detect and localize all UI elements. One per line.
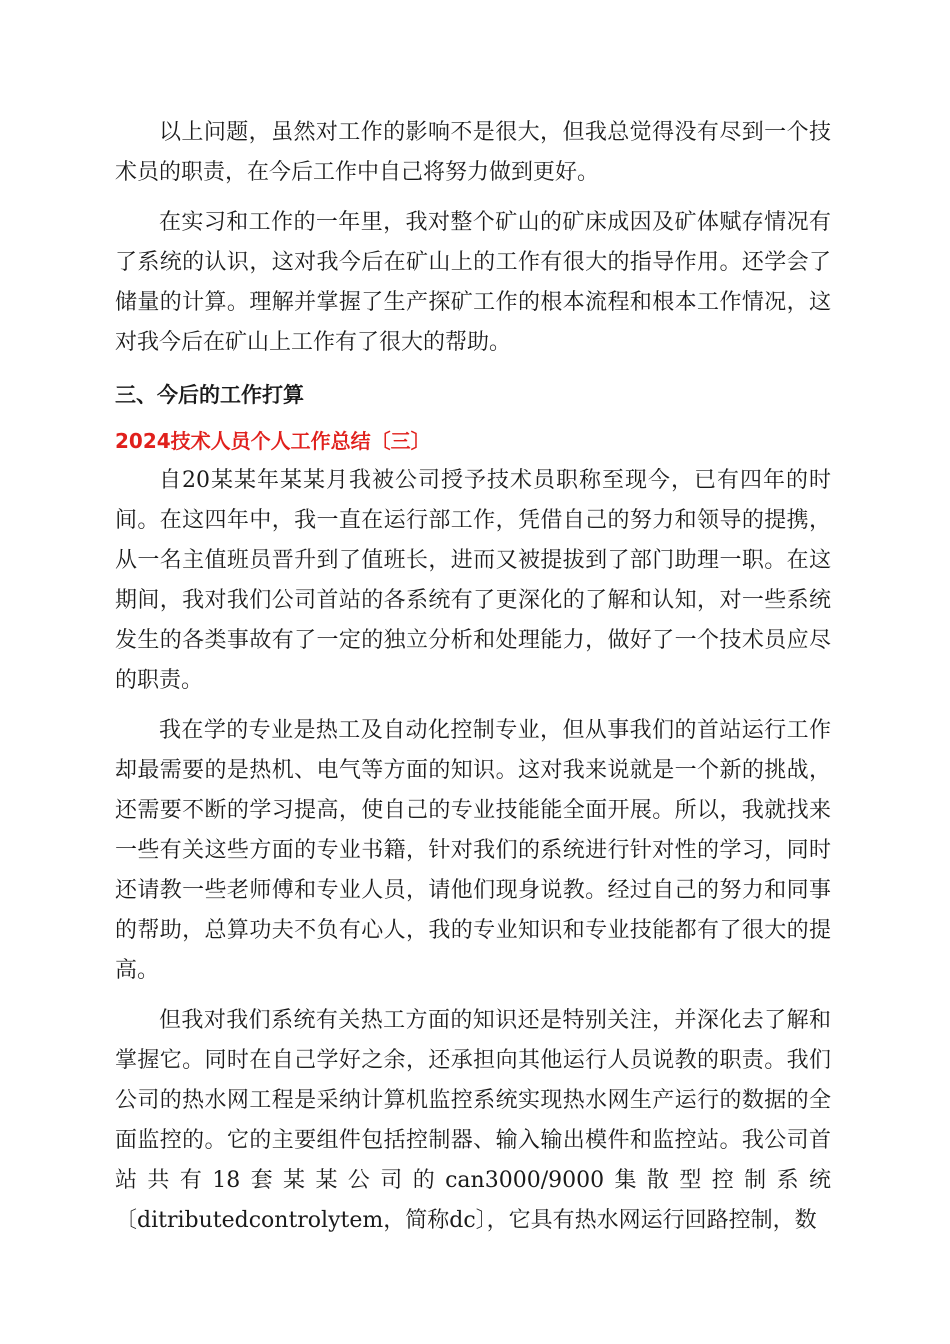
paragraph-responsibility: 以上问题，虽然对工作的影响不是很大，但我总觉得没有尽到一个技术员的职责，在今后工作中自己将努力做到更好。: [115, 120, 831, 185]
section-heading-future-plan: 三、今后的工作打算: [115, 383, 304, 407]
paragraph-thermal-control: 但我对我们系统有关热工方面的知识还是特别关注，并深化去了解和掌握它。同时在自己学好之余，还承担向其他运行人员说教的职责。我们公司的热水网工程是采纳计算机监控系统实现热水网生产运行的数据的全面监控的。它的主要组件包括控制器、输入输出模件和监控站。我公司首站共有18套某某公司的can3000/9000集散型控制系统〔ditributedcontrolytem，简称dc〕，它具有热水网运行回路控制，数: [115, 1008, 831, 1233]
paragraph-gap: [115, 991, 831, 1001]
document-body: [115, 113, 831, 1241]
paragraph-technician-intro: 自20某某年某某月我被公司授予技术员职称至现今，已有四年的时间。在这四年中，我一直在运行部工作，凭借自己的努力和领导的提携，从一名主值班员晋升到了值班长，进而又被提拔到了部门助理一职。在这期间，我对我们公司首站的各系统有了更深化的了解和认知，对一些系统发生的各类事故有了一定的独立分析和处理能力，做好了一个技术员应尽的职责。: [115, 468, 831, 693]
article-title: 2024技术人员个人工作总结〔三〕: [115, 429, 431, 453]
paragraph-gap: [115, 193, 831, 203]
paragraph-major-study: 我在学的专业是热工及自动化控制专业，但从事我们的首站运行工作却最需要的是热机、电气等方面的知识。这对我来说就是一个新的挑战，还需要不断的学习提高，使自己的专业技能能全面开展。所以，我就找来一些有关这些方面的专业书籍，针对我们的系统进行针对性的学习，同时还请教一些老师傅和专业人员，请他们现身说教。经过自己的努力和同事的帮助，总算功夫不负有心人，我的专业知识和专业技能都有了很大的提高。: [115, 718, 831, 983]
paragraph-mine-experience: 在实习和工作的一年里，我对整个矿山的矿床成因及矿体赋存情况有了系统的认识，这对我今后在矿山上的工作有很大的指导作用。还学会了储量的计算。理解并掌握了生产探矿工作的根本流程和根本工作情况，这对我今后在矿山上工作有了很大的帮助。: [115, 210, 831, 355]
paragraph-gap: [115, 701, 831, 711]
